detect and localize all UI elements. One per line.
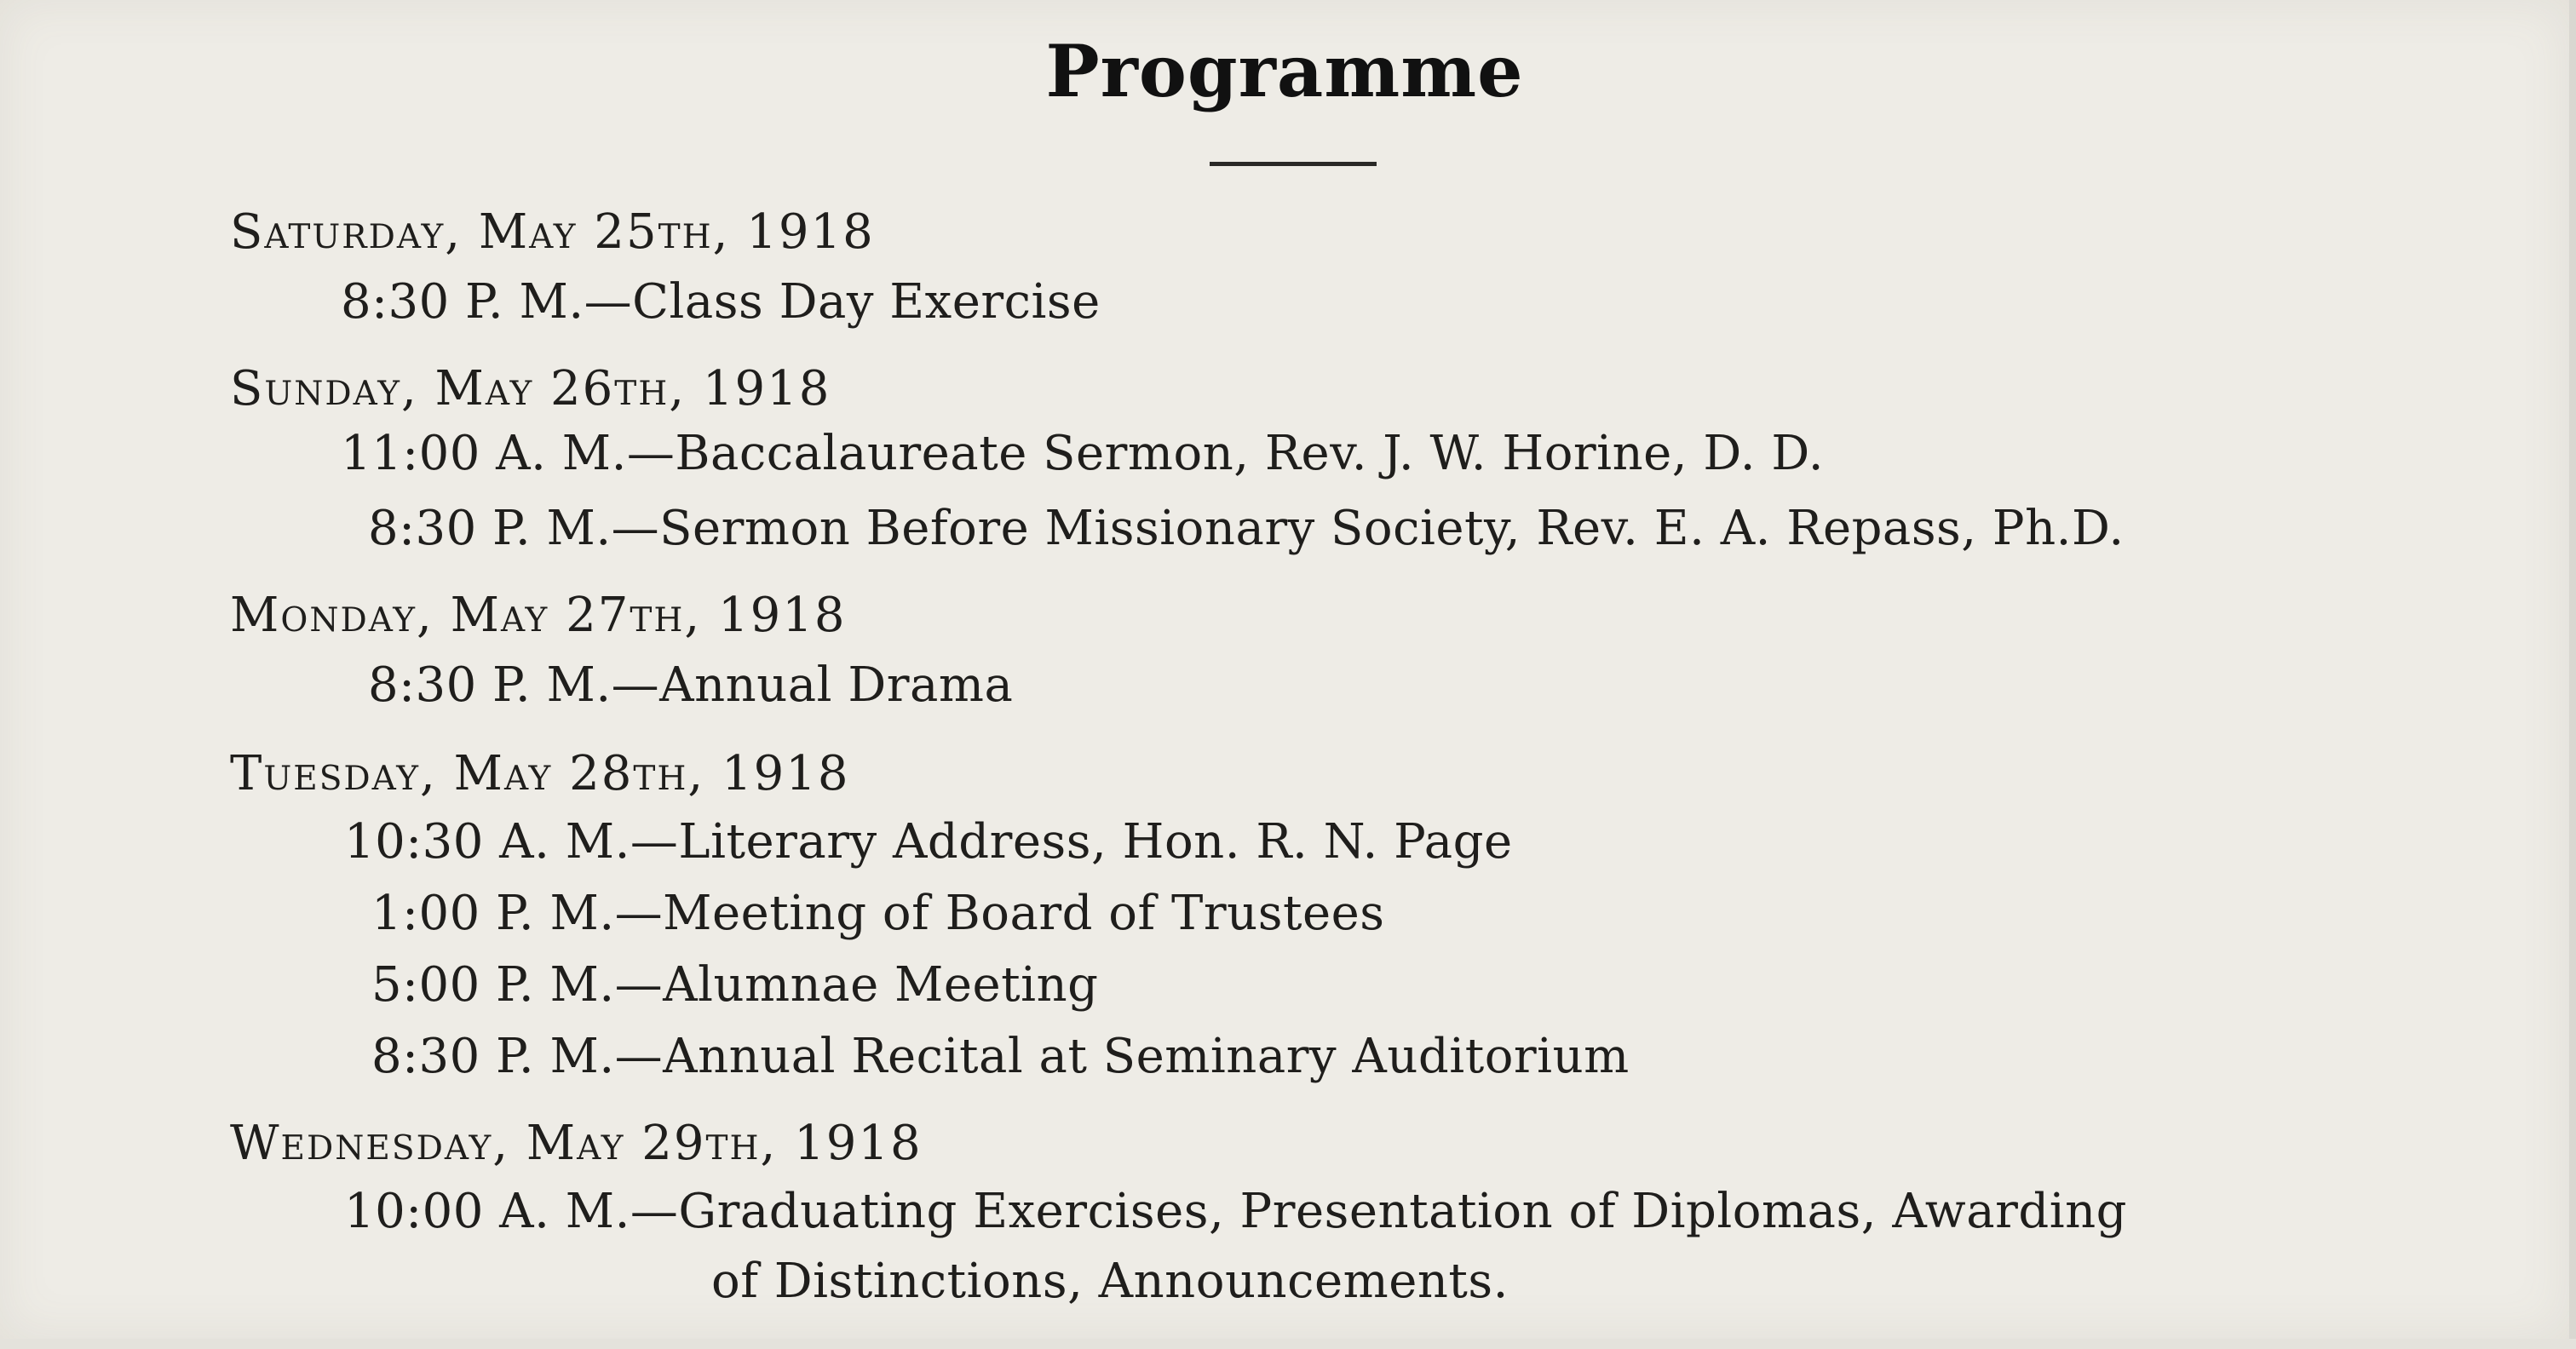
event-text: Baccalaureate Sermon, Rev. J. W. Horine, D. D. <box>675 426 1825 481</box>
event-text: Alumnae Meeting <box>663 957 1099 1013</box>
event-tuesday-3 <box>371 957 1099 1013</box>
event-text: Literary Address, Hon. R. N. Page <box>678 814 1513 870</box>
event-tuesday-2 <box>371 886 1385 941</box>
day-heading-wednesday: Wednesday, May 29th, 1918 <box>230 1116 923 1171</box>
event-tuesday-4 <box>371 1029 1630 1084</box>
event-text: Annual Drama <box>659 657 1014 713</box>
event-time: 1:00 P. M. <box>371 886 615 941</box>
event-separator: — <box>584 274 633 330</box>
event-text: Sermon Before Missionary Society, Rev. E. A. Repass, Ph.D. <box>659 501 2125 556</box>
event-sunday-2 <box>368 501 2125 556</box>
event-time: 8:30 P. M. <box>371 1029 615 1084</box>
event-tuesday-1 <box>344 814 1513 870</box>
event-separator: — <box>614 957 664 1013</box>
page-title: Programme <box>1045 29 1524 113</box>
event-time: 8:30 P. M. <box>368 657 612 713</box>
card-edge-bottom <box>0 1339 2576 1349</box>
event-separator: — <box>630 814 679 870</box>
day-heading-sunday: Sunday, May 26th, 1918 <box>230 361 831 416</box>
event-time: 5:00 P. M. <box>371 957 615 1013</box>
event-sunday-1 <box>341 426 1824 481</box>
title-divider <box>1210 162 1377 166</box>
event-time: 10:00 A. M. <box>344 1184 630 1239</box>
event-time: 8:30 P. M. <box>341 274 584 330</box>
event-separator: — <box>611 501 660 556</box>
event-text: Class Day Exercise <box>632 274 1101 330</box>
event-separator: — <box>630 1184 679 1239</box>
event-separator: — <box>614 1029 664 1084</box>
card-edge <box>2569 0 2576 1349</box>
day-heading-saturday: Saturday, May 25th, 1918 <box>230 204 875 260</box>
event-text: Annual Recital at Seminary Auditorium <box>663 1029 1630 1084</box>
day-heading-tuesday: Tuesday, May 28th, 1918 <box>230 746 850 801</box>
event-separator: — <box>626 426 676 481</box>
event-time: 11:00 A. M. <box>341 426 627 481</box>
event-time: 10:30 A. M. <box>344 814 630 870</box>
event-wednesday-1-continuation: of Distinctions, Announcements. <box>711 1254 1509 1309</box>
event-text: Graduating Exercises, Presentation of Diplomas, Awarding <box>678 1184 2128 1239</box>
event-wednesday-1 <box>344 1184 2127 1239</box>
day-heading-monday: Monday, May 27th, 1918 <box>230 588 847 643</box>
event-saturday-1 <box>341 274 1101 330</box>
event-separator: — <box>611 657 660 713</box>
event-separator: — <box>614 886 664 941</box>
event-monday-1 <box>368 657 1013 713</box>
event-time: 8:30 P. M. <box>368 501 612 556</box>
event-text: Meeting of Board of Trustees <box>663 886 1385 941</box>
